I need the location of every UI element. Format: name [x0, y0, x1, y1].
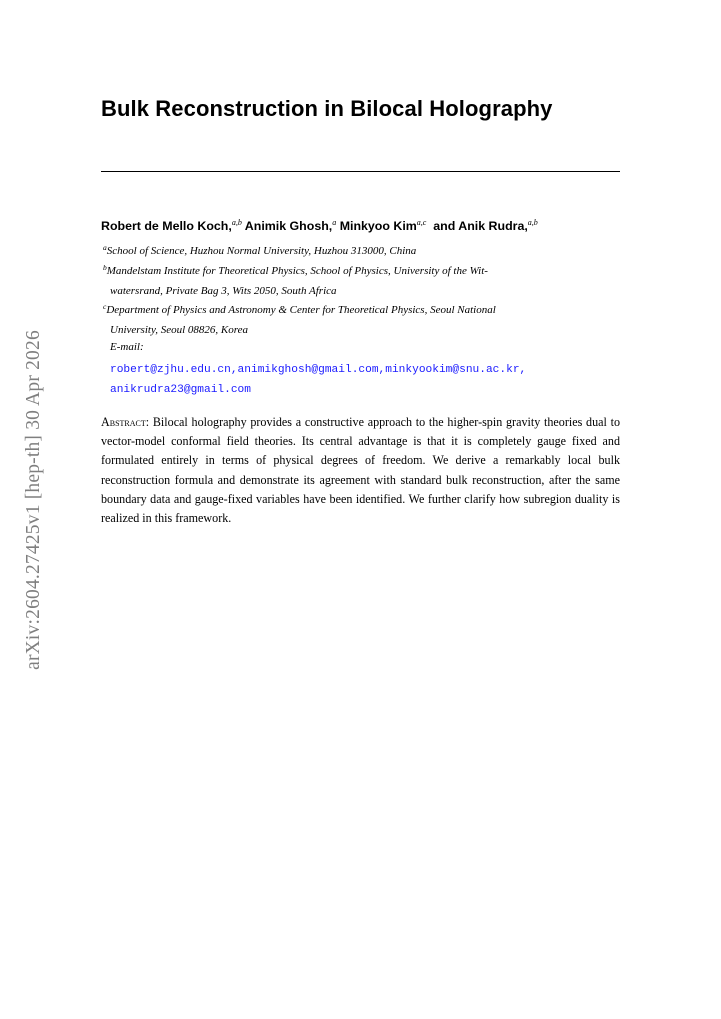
author-affiliation-mark: a,c: [416, 218, 427, 227]
email-link[interactable]: anikrudra23@gmail.com: [110, 383, 251, 396]
affiliation-text-continued: University, Seoul 08826, Korea: [110, 323, 248, 336]
abstract-text: Bilocal holography provides a constructive approach to the higher-spin gravity theories dual to vector-model conformal field theories. Its central advantage is that it is completely gauge fixed and formulated entirely in terms of physical degrees of freedom. We derive a remarkably local bulk reconstruction formula and demonstrate its agreement with standard bulk reconstruction, after the same boundary data and gauge-fixed variables have been identified. We further clarify how subregion duality is realized in this framework.: [101, 415, 620, 526]
affiliation-text: Mandelstam Institute for Theoretical Physics, School of Physics, University of the Wit-: [106, 265, 488, 277]
author-name: Animik Ghosh,: [244, 219, 333, 233]
affiliation-c: [103, 301, 623, 340]
affiliation-mark: a: [103, 243, 107, 252]
title-rule: [101, 171, 620, 172]
author-name: Minkyoo Kim: [339, 219, 417, 233]
email-list: [110, 361, 526, 400]
author-name: Robert de Mello Koch,: [101, 219, 232, 233]
email-label: E-mail:: [110, 341, 144, 353]
email-link[interactable]: robert@zjhu.edu.cn,animikghosh@gmail.com,minkyookim@snu.ac.kr,: [110, 364, 527, 376]
arxiv-identifier-stamp: [4, 300, 64, 700]
author-name: and Anik Rudra,: [433, 219, 528, 233]
affiliation-text: School of Science, Huzhou Normal University, Huzhou 313000, China: [106, 245, 417, 257]
author-list: [101, 219, 631, 233]
author-affiliation-mark: a: [332, 218, 337, 227]
affiliation-mark: c: [103, 302, 107, 311]
affiliation-text: Department of Physics and Astronomy & Center for Theoretical Physics, Seoul National: [106, 304, 496, 316]
arxiv-identifier: arXiv:2604.27425v1 [hep-th] 30 Apr 2026: [23, 330, 45, 670]
author-affiliation-mark: a,b: [231, 218, 242, 227]
affiliation-text-continued: watersrand, Private Bag 3, Wits 2050, South Africa: [110, 284, 337, 297]
affiliation-b: [103, 262, 623, 301]
affiliation-mark: b: [103, 263, 107, 272]
affiliation-a: [103, 242, 623, 262]
abstract: Abstract: Bilocal holography provides a constructive approach to the higher-spin gravity theories dual to vector-model conformal field theories. Its central advantage is that it is completely gauge fixed and formulated entirely in terms of physical degrees of freedom. We derive a remarkably local bulk reconstruction formula and demonstrate its agreement with standard bulk reconstruction, after the same boundary data and gauge-fixed variables have been identified. We further clarify how subregion duality is realized in this framework.: [101, 415, 620, 526]
author-affiliation-mark: a,b: [527, 218, 538, 227]
abstract-label: Abstract: [101, 415, 146, 429]
paper-title: Bulk Reconstruction in Bilocal Holography: [101, 96, 553, 121]
